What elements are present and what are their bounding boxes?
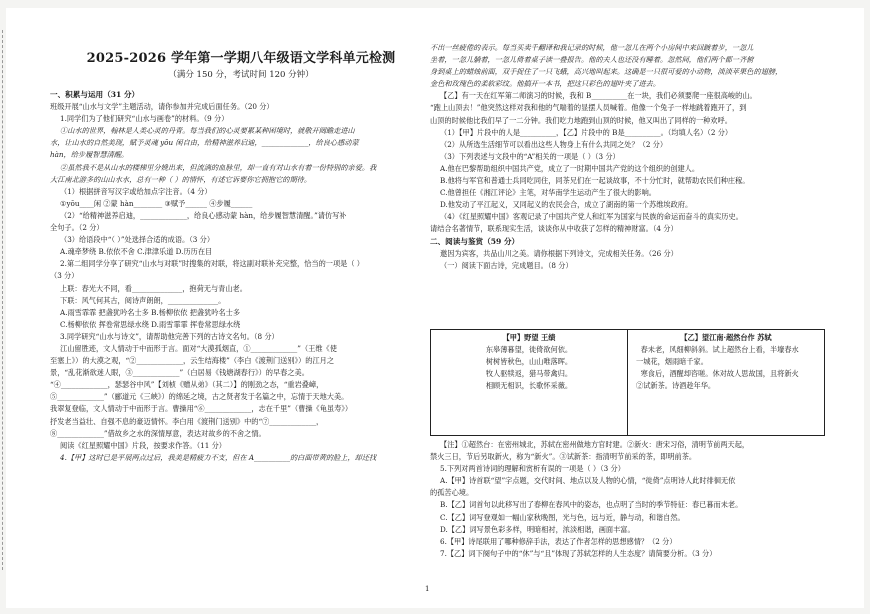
text-line: B.【乙】词首句以此移写出了春柳在春风中的姿态，也点明了当时的季节特征：春已暮而未老。	[440, 500, 743, 510]
text-line: ⑤_____________”（郦道元《三峡》）的绵延之境，古之贤者发于名篇之中，忘情于天地大美。	[50, 392, 349, 402]
text-line: 抒发老当益壮、自强不息的豪迈情怀。李白用《渡荆门送别》中的“⑦_____________，	[50, 416, 324, 426]
poem-jia-line: 树树皆秋色，山山唯落晖。	[485, 357, 573, 366]
text-line: 不出一丝疲倦的表示。每当买卖千翻译和我记录的时候，他一忽儿在两个小房间中来回踱着步，一忽儿	[430, 43, 754, 52]
text-line: 山顶的时候他比我们早了一二分钟。我们吃力地跑到山顶的时候，他又叫出了同样的一种欢呼。	[430, 115, 732, 125]
text-line: 2.第二组同学分享了研究“山水与对联”时搜集的对联，将这副对联补充完整，恰当的一项是（ ）	[60, 259, 364, 269]
text-line: 7.【乙】词下阕句子中的“休”与“且”体现了苏轼怎样的人生态度？请简要分析。（3 分）	[440, 548, 717, 558]
text-line: 1.同学们为了他们研究“山水与画卷”的材料。（9 分）	[60, 114, 229, 124]
poem-jia-line: 相顾无相识，长歌怀采薇。	[485, 381, 573, 390]
text-line: 班级开展“山水与文学”主题活动，请你参加并完成后面任务。（20 分）	[50, 102, 274, 112]
page-number: 1	[425, 585, 430, 593]
text-line: 我翠复登临，文人情动于中而形于言。曹操用“⑥_____________，志在千里”（曹操《龟虽寿》）	[50, 404, 353, 414]
left-column	[50, 89, 420, 464]
right-column-lower	[430, 439, 830, 560]
poem-yi-line: 春未老，风细柳斜斜。试上超然台上看，半壕春水	[636, 345, 799, 354]
text-line: D.他发动了平江起义，又同起义的农民会合，成立了湖南的第一个苏维埃政府。	[440, 200, 693, 210]
text-line: 景，“乱花渐欲迷人眼，③_____________”（白居易《钱塘湖春行》）的早春之美。	[50, 368, 309, 378]
text-line: 上联：春光大不同，看______________，抱荷无与青山老。	[60, 283, 247, 293]
text-line: 【注】①超然台：在密州城北，苏轼在密州做地方官时建。②新火：唐宋习俗，清明节前两天起，	[440, 440, 750, 449]
text-line: （2）“给精神滋养启迪，_____________，给良心感动蒙 hàn，给步履智慧清醒。”请仿写补	[60, 210, 347, 220]
text-line: 下联：风气何其古，阅诗声朗朗，______________。	[60, 295, 226, 305]
text-line: “跑上山顶去！”他突然这样对我和他的气喘着的显摆人员喊着。他像一个兔子一样地跳着跑开了，到	[430, 103, 747, 113]
text-line: 4.【甲】这时已是平展两点过后，我美是精疲力不支，但在 A__________的白面带黄的脸上，却还找	[60, 452, 377, 462]
text-line: A.【甲】诗首联“望”字点题，交代时间、地点以及人物的心情，“徙倚”点明诗人此时徘徊无依	[440, 476, 736, 486]
text-line: ②虽然我不是从山水的楼梯里分娩出来，但流淌的血脉里，却一直有对山水有着一份特别的亲爱。我	[60, 162, 377, 172]
text-line: 请结合名著情节，联系现实生活，谈谈你从中收获了怎样的精神财富。（4 分）	[430, 224, 678, 234]
text-line: 5.下列对两首诗词的理解和赏析有误的一项是（ ）（3 分）	[440, 464, 625, 474]
text-line: 大江南北游多的山山水水，总有一种（ ）的情怀，有述它诉要你它拥抱它的期待。	[50, 174, 312, 184]
text-line: 至塞上》）的大漠之观，“②_____________，云生结海楼”（李白《渡荆门送别》）的江月之	[50, 356, 335, 366]
text-line: （2）从所选生活细节可以看出这些人物身上有什么共同之处？（2 分）	[440, 139, 668, 149]
text-line: 身到桌上的蜡烛前面，双手捉住了一只飞蛾，高兴地叫起来。这确是一只很可爱的小动物，淡淡苹果色的翅膀，	[430, 67, 783, 77]
text-line: 【乙】有一天在红军第二师演习的时候，我和 B__________在一块，我们必须要爬一座很高峻的山。	[440, 91, 757, 101]
text-line: 坐着，一忽儿躺着，一忽儿倚着桌子读一叠报告。他的夫人也还没有睡着。忽然间，他们两个都一齐俯	[430, 55, 754, 65]
text-line: “④_____________，瑟瑟谷中风”【刘桢《赠从弟》（其二）】的刚劲之态，“重岩叠嶂，	[50, 380, 324, 390]
text-line: D.【乙】词写景色彩多样，明暗相衬，浓淡相谐，画面丰富。	[440, 524, 635, 534]
exam-title: 2025-2026 学年第一学期八年级语文学科单元检测	[86, 51, 396, 66]
text-line: （1）根据拼音写汉字或给加点字注音。（4 分）	[60, 186, 212, 196]
text-line: （1）【甲】片段中的人是__________，【乙】片段中的 B是__________。（均填人名）（2 分）	[440, 127, 733, 137]
text-line: （3 分）	[50, 271, 79, 281]
text-line: （一）阅读下面古诗，完成题目。（8 分）	[440, 260, 573, 270]
text-line: ①山水的世界，翰林是人类心灵的丹青。每当我们的心灵要累某种困境时，就敬开阔瞻走进山	[60, 126, 355, 136]
text-line: ⑧_____________”借故乡之水的深情厚意，表达对故乡的不舍之情。	[50, 428, 266, 438]
poem-yi-line: 寒食后，酒醒却咨嗟。休对故人思故国，且将新火	[636, 369, 799, 378]
text-line: A.他在巴黎帮助组织中国共产党，成立了一时期中国共产党的这个组织的创建人。	[440, 163, 700, 173]
poem-yi-title: 【乙】望江南·超然台作 苏轼	[680, 333, 772, 342]
poem-yi-line: 一城花，烟雨暗千家。	[636, 357, 708, 366]
poem-jia-line: 牧人驱犊返，猎马带禽归。	[485, 369, 573, 378]
text-line: 3.同学研究“山水与诗文”，请帮助他完善下列的古诗文名句。（8 分）	[60, 331, 279, 341]
text-line: 二、阅读与鉴赏（59 分）	[430, 236, 520, 246]
text-line: 禁火三日，节后另取新火，称为“新火”。③试新茶：指清明节前采的茶，即明前茶。	[430, 452, 697, 462]
poem-jia	[431, 330, 627, 435]
text-line: C.杨柳依依 挥卷常思绿水绕 D.雨雪霏霏 挥卷常思绿水绕	[60, 319, 241, 329]
poem-yi	[627, 330, 824, 435]
text-line: （3）给语段中“（ ）”处选择合适的成语。（3 分）	[60, 235, 215, 245]
text-line: 金色和玫瑰色的柔软彩纹。他搞开一本书，把这只彩色的翅叶夹了进去。	[430, 79, 661, 89]
text-line: C.他曾担任《湘江评论》主笔，对华南学生运动产生了很大的影响。	[440, 188, 656, 198]
text-line: 一、积累与运用（31 分）	[50, 90, 140, 99]
text-line: A.雨雪霏霏 把盏犹吟名士多 B.杨柳依依 把盏犹吟名士多	[60, 307, 241, 317]
poem-jia-title: 【甲】野望 王绩	[502, 333, 556, 342]
text-line: （4）《红星照耀中国》客观记录了中国共产党人和红军为国家与民族的命运而奋斗的真实历史。	[440, 212, 743, 222]
text-line: （3）下列表述与文段中的“A”相关的一项是（ ）（3 分）	[440, 151, 620, 161]
text-line: 6.【甲】诗尾联用了哪种修辞手法，表达了作者怎样的思想感情？（2 分）	[440, 536, 677, 546]
text-line: 阅读《红星照耀中国》片段，按要求作答。（11 分）	[60, 440, 226, 450]
poem-box	[430, 329, 825, 436]
text-line: ①yōu____闲 ②蒙 hàn________ ③赋予______ ④步履______	[60, 198, 253, 208]
text-line: A.魂牵梦绕 B.依依不舍 C.津津乐道 D.历历在目	[60, 247, 213, 257]
text-line: 邀因为宾客，共品山川之美。请你根据下列诗文，完成相关任务。（26 分）	[440, 248, 678, 258]
text-line: C.【乙】词写登观如一幅山家秋晚图，光与色，远与近，静与动，和谐自然。	[440, 512, 685, 522]
text-line: hàn，给步履智慧清醒。	[50, 150, 129, 160]
text-line: 全句子。（2 分）	[50, 223, 104, 233]
exam-subtitle: （满分 150 分，考试时间 120 分钟）	[168, 70, 314, 80]
text-line: 江山留胜迹，文人情动于中而形于言。面对“大漠孤烟直，①_____________”（王维《使	[60, 343, 337, 353]
right-column	[430, 42, 830, 272]
poem-yi-line: ②试新茶。诗酒趁年华。	[636, 381, 716, 390]
text-line: 水，让山水的自然美现，赋予灵魂 yōu 闲自由，给精神滋养启迪，_____________，给良心感动蒙	[50, 138, 359, 148]
binding-line	[2, 30, 4, 570]
poem-jia-line: 东皋薄暮望，徙倚欲何依。	[485, 345, 573, 354]
text-line: B.他将与军官和普通士兵同吃同住，同茶兄们在一起谈故事，不十分忙时，就帮助农民们种庄稼。	[440, 176, 750, 186]
text-line: 的孤苦心境。	[430, 488, 474, 498]
